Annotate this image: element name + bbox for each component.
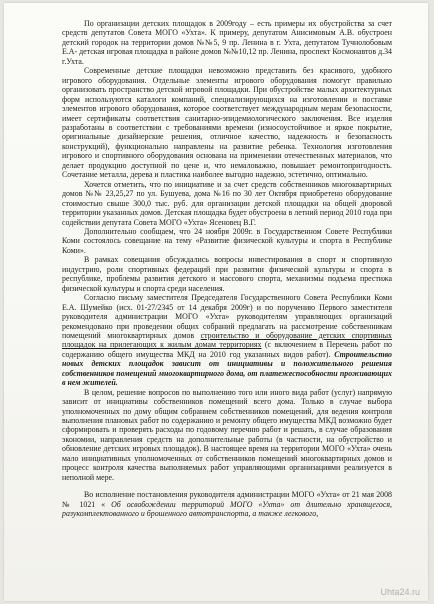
site-watermark: Uhta24.ru: [380, 587, 420, 597]
paragraph-shumeyko-letter: [62, 293, 392, 388]
resolution-title: Об освобождении территорий МОГО «Ухта» от длительно хранящегося, разукомплектованного и брошенного автотранспорта, а также легкового,: [62, 499, 392, 519]
paragraph-bushueva-initiative: Хочется отметить, что по инициативе и за счет средств собственников многоквартирных домов №№ 23,25,27 по ул. Бушуева, дома №16 по 30 лет Октября приобретено оборудование стоимостью свыше 300,0 тыс. руб. для организации детской площадки на общей дворовой территории указанных домов. Детская площадка будет обустроена в летний период 2010 года при содействии депутата Совета МОГО «Ухта» Ясеновец В.Г.: [62, 179, 392, 227]
paragraph-playgrounds-2009: По организации детских площадок в 2009году – есть примеры их обустройства за счет средств депутатов Совета МОГО «Ухта». К примеру, депутатом Анисимовым А.В. обустроен детский городок на территории домов №№5, 9 пр. Ленина в г. Ухта, депутатом Тучнолобовым Е.А- детская игровая площадка в районе домов №№10,12 пр. Ленина, проспект Космонавтов д.34 г.Ухта.: [62, 19, 392, 66]
paragraph-state-council-meeting: Дополнительно сообщаем, что 24 ноября 2009г. в Государственном Совете Республики Коми состоялось совещание на тему «Развитие физической культуры и спорта в Республике Коми».: [62, 226, 392, 255]
document-page: [4, 3, 428, 601]
document-body: [62, 19, 392, 519]
emphasized-conclusion: Строительство новых детских площадок зависит от инициативы и положительного решения собственников помещений многоквартирного дома, от платежеспособности проживающих в нем жителей.: [62, 349, 392, 388]
paragraph-shumeyko-text: Согласно письму заместителя Председателя Государственного Совета Республики Коми Е.А. Шумейко (исх. 01-27/2345 от 14 декабря 2009г) и по поручению Первого заместителя руководителя администрации МОГО «Ухта» руководителям управляющих организаций рекомендовано при проведении общих собраний предлагать на рассмотрение собственникам помещений многоквартирных домов: [62, 293, 392, 340]
paragraph-resolution-text: Во исполнение постановления руководителя администрации МОГО «Ухта» от 21 мая 2008 № 1021 «: [62, 490, 392, 509]
paragraph-gap: [62, 482, 392, 490]
paragraph-owners-initiative: В целом, решение вопросов по выполнению того или иного вида работ (услуг) напрямую зависит от инициативы собственников помещений всего дома. Только в случае выбора уполномоченных по дому общим собранием собственников помещений, для ведения контроля выполнения плановых работ по содержанию и ремонту общего имущества МКД возможно будет сформировать и проверять расходы по годовому перечню работ и решать, в случае образования экономии, направления средств на дополнительные работы (в частности, на обустройство и обновление детских игровых площадок). В настоящее время на территории МОГО «Ухта» очень мало инициативных уполномоченных от собственников помещений многоквартирных домов и процесс контроля качества выполняемых работ управляющими организациями реализуется в неполной мере.: [62, 387, 392, 482]
underlined-recommendation: строительство и оборудование детских спортивных площадок на прилегающих к жилым домам территориях: [62, 330, 392, 350]
paragraph-shumeyko-text-2: (с включением в Перечень работ по содержанию общего имущества МКД на 2010 год указанных видов работ).: [62, 340, 392, 359]
paragraph-meeting-topics: В рамках совещания обсуждались вопросы инвестирования в спорт и спортивную индустрию, роли спортивных федераций при развитии физической культуры и спорта в республике, проблемы развития детского и массового спорта, механизмы подъема престижа физической культуры и спорта среди населения.: [62, 255, 392, 293]
paragraph-resolution: [62, 490, 392, 518]
paragraph-play-equipment: Современные детские площадки невозможно представить без красивого, удобного игрового оборудования. Отдельные элементы игрового оборудования помогут правильно организовать пространство детской игровой площадки. При обустройстве малых архитектурных форм используются каталоги компаний, специализирующихся на изготовлении и поставке элементов игрового оборудования, которое соответствует международным мерам безопасности, имеет сертификаты соответствия санитарно-эпидемиологического заключения. Все изделия разработаны в соответствии с требованиями времени (износоустойчивое и яркое покрытие, оригинальные дизайнерские решения, отличное качество, надежность и безопасность конструкций), функционально направлены на развитие ребенка. Технология изготовления игрового и спортивного оборудования основана на применении отечественных материалов, что делает продукцию доступной по цене и, что немаловажно, повышает ремонтопригодность. Сочетание металла, дерева и пластика наиболее выгодно надежно, эстетично, оптимально.: [62, 66, 392, 180]
